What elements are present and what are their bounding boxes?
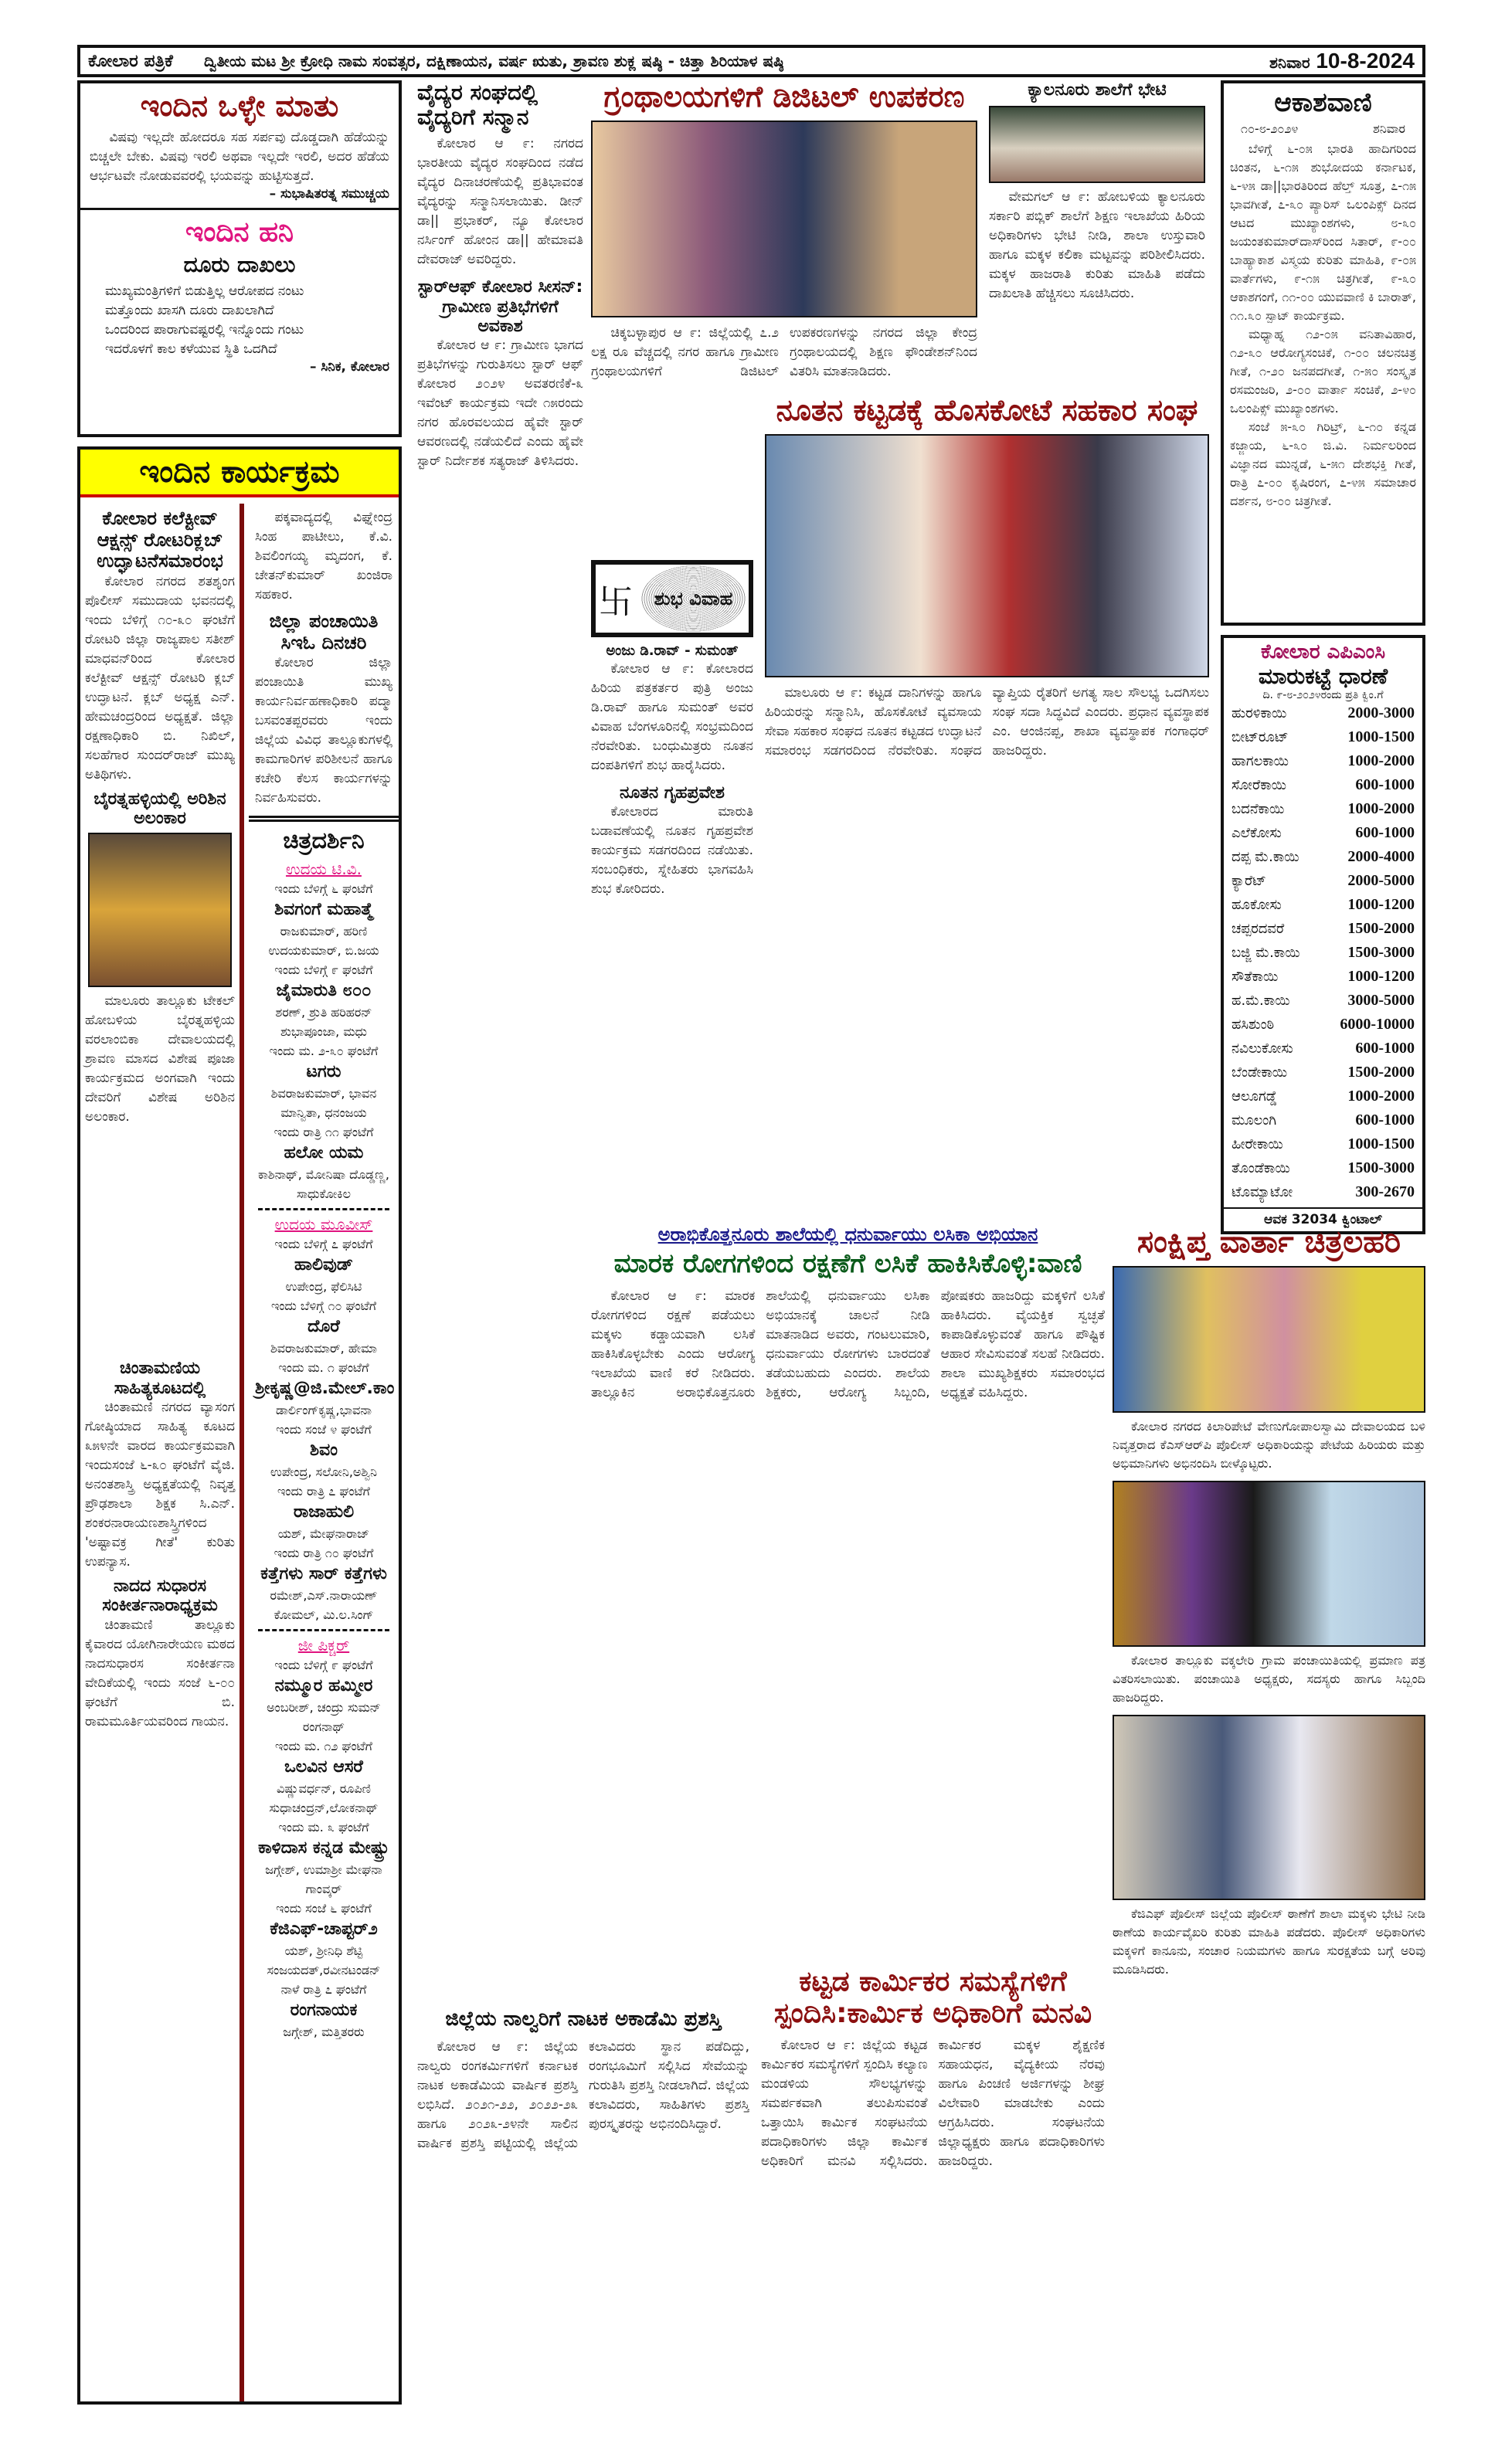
brief-photo-1 (1113, 1266, 1425, 1413)
market-subtitle: ಮಾರುಕಟ್ಟೆ ಧಾರಣೆ (1258, 663, 1388, 689)
photo-news-title: ಸಂಕ್ಷಿಪ್ತ ವಾರ್ತಾ ಚಿತ್ರಲಹರಿ (1136, 1224, 1401, 1260)
hani-line: ಮುಖ್ಯಮಂತ್ರಿಗಳಿಗೆ ಬಿಡುತ್ತಿಲ್ಲ ಆರೋಪದ ನಂಟು (105, 283, 304, 300)
rotary-headline: ಕೋಲಾರ ಕಲೆಕ್ಟೀವ್ ಆಕ್ಷನ್ಸ್ ರೋಟರಿಕ್ಲಬ್ ಉದ್ಘಾಟನೆಸಮಾರಂಭ (97, 507, 223, 572)
library-article (591, 80, 977, 385)
radio-evening: ಸಂಜೆ ೫-೩೦ ಗಿರಿಟ್ರ್, ೬-೧೦ ಕನ್ನಡ ಕಜ್ಜಾಯ, ೬-೩೦ ಜಿ.ವಿ. ನಿರ್ಮಲರಿಂದ ವಿಜ್ಞಾನದ ಮುನ್ನಡೆ, ೬-೫೧ ದೇಶಭಕ್ತಿ ಗೀತೆ, ರಾತ್ರಿ ೭-೦೦ ಕೃಷಿರಂಗ, ೭-೪೫ ಸಮಾಚಾರ ದರ್ಶನ, ೮-೦೦ ಚಿತ್ರಗೀತೆ. (1230, 419, 1416, 509)
market-price-box (1221, 635, 1425, 1234)
nada-text: ಚಿಂತಾಮಣಿ ತಾಲ್ಲೂಕು ಕೈವಾರದ ಯೋಗಿನಾರೇಯಣ ಮಠದ ನಾದಸುಧಾರಸ ಸಂಕೀರ್ತನಾ ವೇದಿಕೆಯಲ್ಲಿ ಇಂದು ಸಂಜೆ ೬-೦೦ ಘಂಟೆಗೆ ಬಿ. ರಾಮಮೂರ್ತಿಯವರಿಂದ ಗಾಯನ. (85, 1617, 235, 1729)
market-price-row (1232, 749, 1415, 773)
price-range: 600-1000 (1355, 1112, 1415, 1129)
film-title: ನಮ್ಮೂರ ಹಮ್ಮೀರ (274, 1675, 373, 1695)
price-range: 1500-2000 (1347, 1064, 1415, 1081)
market-price-row (1232, 1132, 1415, 1156)
tv-show (255, 1817, 392, 1899)
tv-show (255, 1420, 392, 1481)
market-price-row (1232, 1013, 1415, 1037)
price-range: 2000-4000 (1347, 848, 1415, 866)
radio-title: ಆಕಾಶವಾಣಿ (1274, 87, 1372, 118)
market-price-row (1232, 965, 1415, 989)
hani-subtitle: ದೂರು ದಾಖಲು (183, 252, 296, 278)
vegetable-name: ಸೌತೆಕಾಯಿ (1232, 969, 1279, 986)
film-cast: ಕಾಶಿನಾಥ್, ಮೋನಿಷಾ ದೊಡ್ಡಣ್ಣ, ಸಾಧುಕೋಕಿಲ (258, 1166, 389, 1201)
vegetable-name: ಮೂಲಂಗಿ (1232, 1112, 1277, 1129)
tv-channel-name: ಉದಯ ಟಿ.ವಿ. (286, 859, 362, 878)
drama-award-article (417, 2008, 749, 2402)
haldi-headline: ಬೈರತ್ನಹಳ್ಳಿಯಲ್ಲಿ ಅರಿಶಿನ ಅಲಂಕಾರ (93, 789, 226, 829)
photo-news-section (1113, 1224, 1425, 2402)
show-time: ಇಂದು ಬೆಳಿಗ್ಗೆ ೭ ಘಂಟೆಗೆ (274, 1236, 373, 1251)
film-title: ಶಿವಗಂಗೆ ಮಹಾತ್ಮೆ (274, 899, 373, 919)
film-cast: ಜಗ್ಗೇಶ್, ಮತ್ತಿತರರು (283, 2024, 365, 2039)
haldi-text: ಮಾಲೂರು ತಾಲ್ಲೂಕು ಟೇಕಲ್ ಹೋಬಳಿಯ ಬೈರತ್ನಹಳ್ಳಿಯ ವರಲಾಂಬಿಕಾ ದೇವಾಲಯದಲ್ಲಿ ಶ್ರಾವಣ ಮಾಸದ ವಿಶೇಷ ಪೂಜಾ ಕಾರ್ಯಕ್ರಮದ ಅಂಗವಾಗಿ ಇಂದು ದೇವರಿಗೆ ವಿಶೇಷ ಅರಿಶಿನ ಅಲಂಕಾರ. (85, 993, 235, 1125)
vegetable-name: ಕ್ಯಾರೆಟ್ (1232, 873, 1266, 890)
price-range: 3000-5000 (1347, 992, 1415, 1010)
sahitya-text: ಚಿಂತಾಮಣಿ ನಗರದ ವ್ಯಾಸಂಗ ಗೋಷ್ಠಿಯಾದ ಸಾಹಿತ್ಯ ಕೂಟದ ೩೫೪ನೇ ವಾರದ ಕಾರ್ಯಕ್ರಮವಾಗಿ ಇಂದುಸಂಜೆ ೬-೩೦ ಘಂಟೆಗೆ ವೈಜಿ. ಅನಂತಶಾಸ್ತ್ರಿ ಅಧ್ಯಕ್ಷತೆಯಲ್ಲಿ ನಿವೃತ್ತ ಪ್ರೌಢಶಾಲಾ ಶಿಕ್ಷಕ ಸಿ.ಎನ್. ಶಂಕರನಾರಾಯಣಶಾಸ್ತ್ರಿಗಳಿಂದ 'ಅಷ್ಟಾವಕ್ರ ಗೀತೆ' ಕುರಿತು ಉಪನ್ಯಾಸ. (85, 1399, 235, 1570)
market-price-row (1232, 941, 1415, 965)
market-price-row (1232, 917, 1415, 941)
vegetable-name: ತೊಂಡೆಕಾಯಿ (1232, 1160, 1290, 1177)
tv-show (255, 1899, 392, 1980)
quote-box (77, 80, 402, 437)
film-cast: ಡಾರ್ಲಿಂಗ್‌ಕೃಷ್ಣ,ಭಾವನಾ (276, 1402, 372, 1417)
issue-date: ಶನಿವಾರ 10-8-2024 (1269, 49, 1415, 73)
market-price-row (1232, 845, 1415, 869)
film-title: ಶ್ರೀಕೃಷ್ಣ@ಜಿ.ಮೇಲ್.ಕಾಂ (255, 1378, 395, 1398)
market-price-row (1232, 1061, 1415, 1084)
vaccine-text: ಕೋಲಾರ ಆ ೯: ಮಾರಕ ರೋಗಗಳಿಂದ ರಕ್ಷಣೆ ಪಡೆಯಲು ಮಕ್ಕಳು ಕಡ್ಡಾಯವಾಗಿ ಲಸಿಕೆ ಹಾಕಿಸಿಕೊಳ್ಳಬೇಕು ಎಂದು ಆರೋಗ್ಯ ಇಲಾಖೆಯ ವಾಣಿ ಕರೆ ನೀಡಿದರು. ತಾಲ್ಲೂಕಿನ ಅರಾಭಿಕೊತ್ತನೂರು ಶಾಲೆಯಲ್ಲಿ ಧನುರ್ವಾಯು ಲಸಿಕಾ ಅಭಿಯಾನಕ್ಕೆ ಚಾಲನೆ ನೀಡಿ ಮಾತನಾಡಿದ ಅವರು, ಗಂಟಲುಮಾರಿ, ಧನುರ್ವಾಯು ರೋಗಗಳು ಬಾರದಂತೆ ತಡೆಯಬಹುದು ಎಂದರು. ಶಾಲೆಯ ಶಿಕ್ಷಕರು, ಆರೋಗ್ಯ ಸಿಬ್ಬಂದಿ, ಪೋಷಕರು ಹಾಜರಿದ್ದು ಮಕ್ಕಳಿಗೆ ಲಸಿಕೆ ಹಾಕಿಸಿದರು. ವೈಯಕ್ತಿಕ ಸ್ವಚ್ಛತೆ ಕಾಪಾಡಿಕೊಳ್ಳುವಂತೆ ಹಾಗೂ ಪೌಷ್ಟಿಕ ಆಹಾರ ಸೇವಿಸುವಂತೆ ಸಲಹೆ ನೀಡಿದರು. ಶಾಲಾ ಮುಖ್ಯಶಿಕ್ಷಕರು ಸಮಾರಂಭದ ಅಧ್ಯಕ್ಷತೆ ವಹಿಸಿದ್ದರು. (591, 1288, 1105, 1400)
doctors-article (417, 80, 583, 1996)
market-price-row (1232, 989, 1415, 1013)
vegetable-name: ಟೊಮ್ಯಾಟೋ (1232, 1184, 1293, 1201)
tv-listings-title: ಚಿತ್ರದರ್ಶಿನಿ (283, 827, 365, 855)
radio-schedule-box (1221, 80, 1425, 626)
school-visit-article (989, 80, 1205, 385)
film-cast: ಉಪೇಂದ್ರ, ಸಲೋನಿ,ಅಶ್ವಿನಿ (270, 1464, 377, 1479)
doctors-text: ಕೋಲಾರ ಆ ೯: ನಗರದ ಭಾರತೀಯ ವೈದ್ಯರ ಸಂಘದಿಂದ ನಡೆದ ವೈದ್ಯರ ದಿನಾಚರಣೆಯಲ್ಲಿ ಪ್ರತಿಭಾವಂತ ವೈದ್ಯರನ್ನು ಸನ್ಮಾನಿಸಲಾಯಿತು. ಡೀನ್ ಡಾ|| ಪ್ರಭಾಕರ್, ನ್ಯೂ ಕೋಲಾರ ನರ್ಸಿಂಗ್ ಹೋಂನ ಡಾ|| ಹೇಮಾವತಿ ದೇವರಾಜ್ ಅವರಿದ್ದರು. (417, 136, 583, 268)
film-title: ಕತ್ತೆಗಳು ಸಾರ್ ಕತ್ತೆಗಳು (260, 1563, 387, 1583)
vegetable-name: ಆಲೂಗಡ್ಡೆ (1232, 1088, 1277, 1105)
tv-show (255, 1980, 392, 2041)
radio-date: ೧೦-೮-೨೦೨೪ (1241, 121, 1299, 137)
doctors-headline: ವೈದ್ಯರ ಸಂಘದಲ್ಲಿ ವೈದ್ಯರಿಗೆ ಸನ್ಮಾನ (417, 80, 538, 131)
vegetable-name: ಹುರಳಿಕಾಯಿ (1232, 705, 1287, 722)
vegetable-name: ನವಿಲುಕೋಸು (1232, 1040, 1293, 1057)
school-visit-text: ವೇಮಗಲ್ ಆ ೯: ಹೋಬಳಿಯ ಕ್ಯಾಲನೂರು ಸರ್ಕಾರಿ ಪಬ್ಲಿಕ್ ಶಾಲೆಗೆ ಶಿಕ್ಷಣ ಇಲಾಖೆಯ ಹಿರಿಯ ಅಧಿಕಾರಿಗಳು ಭೇಟಿ ನೀಡಿ, ಶಾಲಾ ಉಸ್ತುವಾರಿ ಹಾಗೂ ಮಕ್ಕಳ ಕಲಿಕಾ ಮಟ್ಟವನ್ನು ಪರಿಶೀಲಿಸಿದರು. ಮಕ್ಕಳ ಹಾಜರಾತಿ ಕುರಿತು ಮಾಹಿತಿ ಪಡೆದು ದಾಖಲಾತಿ ಹೆಚ್ಚಿಸಲು ಸೂಚಿಸಿದರು. (989, 189, 1205, 302)
tv-channel-name: ಉದಯ ಮೂವೀಸ್ (274, 1214, 373, 1234)
film-cast: ಜಗ್ಗೇಶ್, ಉಮಾಶ್ರೀ ಮೇಘನಾ ಗಾಂವ್ಕರ್ (265, 1862, 382, 1896)
hani-line: ಇದರೊಳಗೆ ಕಾಲ ಕಳೆಯುವ ಸ್ಥಿತಿ ಒದಗಿದೆ (105, 341, 277, 358)
sahitya-headline: ಚಿಂತಾಮಣಿಯ ಸಾಹಿತ್ಯಕೂಟದಲ್ಲಿ (114, 1359, 206, 1398)
film-cast: ಯಶ್, ಶ್ರೀನಿಧಿ ಶೆಟ್ಟಿ ಸಂಜಯದತ್,ರವೀನಟಂಡನ್ (267, 1943, 381, 1977)
show-time: ನಾಳೆ ರಾತ್ರಿ ೭ ಘಂಟೆಗೆ (280, 1981, 367, 1997)
star-headline: ಸ್ಟಾರ್‌ಆಫ್ ಕೋಲಾರ ಸೀಸನ್: ಗ್ರಾಮೀಣ ಪ್ರತಿಭೆಗಳಿಗೆ ಅವಕಾಶ (417, 277, 583, 336)
brief-photo-3 (1113, 1715, 1425, 1900)
tv-show (255, 1358, 395, 1420)
vegetable-name: ಬಜ್ಜಿ ಮೆ.ಕಾಯಿ (1232, 945, 1300, 962)
film-title: ಕೆಜಿಎಫ್-ಚಾಪ್ಟರ್೨ (270, 1919, 378, 1939)
market-price-row (1232, 701, 1415, 725)
vegetable-name: ಎಲೆಕೋಸು (1232, 825, 1282, 842)
hani-author: – ಸಿನಿಕ, ಕೋಲಾರ (309, 359, 389, 375)
tv-channel-name: ಜೀ ಪಿಕ್ಚರ್ (297, 1635, 350, 1655)
rotary-continued: ಪಕ್ಕವಾದ್ಯದಲ್ಲಿ ವಿಘ್ನೇಂದ್ರ ಸಿಂಹ ಪಾಟೀಲು, ಕೆ.ವಿ. ಶಿವಲಿಂಗಯ್ಯ ಮೃದಂಗ, ಕೆ. ಚೇತನ್‌ಕುಮಾರ್ ಖಂಜಿರಾ ಸಹಕಾರ. (255, 510, 392, 602)
rotary-text: ಕೋಲಾರ ನಗರದ ಶತಶೃಂಗ ಪೊಲೀಸ್ ಸಮುದಾಯ ಭವನದಲ್ಲಿ ಇಂದು ಬೆಳಿಗ್ಗೆ ೧೦-೩೦ ಘಂಟೆಗೆ ರೋಟರಿ ಜಿಲ್ಲಾ ರಾಜ್ಯಪಾಲ ಸತೀಶ್ ಮಾಧವನ್‌ರಿಂದ ಕೋಲಾರ ಕಲೆಕ್ಟೀವ್ ಆಕ್ಷನ್ಸ್ ರೋಟರಿ ಕ್ಲಬ್ ಉದ್ಘಾಟನೆ. ಕ್ಲಬ್ ಅಧ್ಯಕ್ಷ ಎನ್. ಹೇಮಚಂದ್ರರಿಂದ ಅಧ್ಯಕ್ಷತೆ. ಜಿಲ್ಲಾ ರಕ್ಷಣಾಧಿಕಾರಿ ಬಿ. ನಿಖಿಲ್, ಸಲಹೆಗಾರ ಸುಂದರ್‌ರಾಜ್ ಮುಖ್ಯ ಅತಿಥಿಗಳು. (85, 573, 235, 782)
brief-photo-2 (1113, 1481, 1425, 1647)
market-arrival: ಆವಕ 32034 ಕ್ವಿಂಟಾಲ್ (1224, 1207, 1422, 1227)
radio-afternoon: ಮಧ್ಯಾಹ್ನ ೧೨-೦೫ ವನಿತಾವಿಹಾರ, ೧೨-೩೦ ಆರೋಗ್ಯಸಂಚಿಕೆ, ೧-೦೦ ಚಲನಚಿತ್ರ ಗೀತೆ, ೧-೨೦ ಜನಪದಗೀತೆ, ೧-೫೦ ಸಂಸ್ಕೃತ ರಸಮಂಜರಿ, ೨-೦೦ ವಾರ್ತಾ ಸಂಚಿಕೆ, ೨-೪೦ ಒಲಂಪಿಕ್ಸ್ ಮುಖ್ಯಾಂಶಗಳು. (1230, 327, 1416, 416)
drama-headline: ಜಿಲ್ಲೆಯ ನಾಲ್ವರಿಗೆ ನಾಟಕ ಅಕಾಡೆಮಿ ಪ್ರಶಸ್ತಿ (445, 2008, 722, 2031)
price-range: 6000-10000 (1340, 1016, 1415, 1033)
tv-listings (255, 827, 395, 2041)
cooperative-article (765, 394, 1209, 1217)
hani-line: ಮತ್ತೊಂದು ಖಾಸಗಿ ದೂರು ದಾಖಲಾಗಿದೆ (105, 303, 274, 319)
market-price-row (1232, 797, 1415, 821)
deity-photo (88, 833, 232, 987)
film-title: ದೊರೆ (307, 1316, 340, 1336)
price-range: 2000-5000 (1347, 872, 1415, 890)
show-time: ಇಂದು ಬೆಳಿಗ್ಗೆ ೯ ಘಂಟೆಗೆ (274, 1657, 373, 1672)
workers-article (761, 1966, 1105, 2402)
price-range: 600-1000 (1355, 824, 1415, 842)
housewarming-headline: ನೂತನ ಗೃಹಪ್ರವೇಶ (619, 782, 725, 803)
swastika-icon: 卐 (599, 582, 633, 622)
price-range: 1000-1200 (1347, 896, 1415, 914)
film-title: ಕಾಳಿದಾಸ ಕನ್ನಡ ಮೇಷ್ಟ್ರು (257, 1838, 390, 1858)
market-price-row (1232, 1108, 1415, 1132)
price-range: 600-1000 (1355, 1040, 1415, 1057)
wedding-logo (591, 560, 753, 637)
price-range: 1000-2000 (1347, 800, 1415, 818)
show-time: ಇಂದು ಮ. ೧೨ ಘಂಟೆಗೆ (275, 1738, 372, 1753)
show-time: ಇಂದು ರಾತ್ರಿ ೭ ಘಂಟೆಗೆ (277, 1483, 370, 1498)
vegetable-name: ಚಪ್ಪರದವರೆ (1232, 921, 1285, 938)
film-title: ರಾಜಾಹುಲಿ (293, 1502, 355, 1522)
show-time: ಇಂದು ರಾತ್ರಿ ೧೧ ಘಂಟೆಗೆ (273, 1124, 374, 1139)
vegetable-name: ಬದನೆಕಾಯಿ (1232, 801, 1285, 818)
film-cast: ರಾಜಕುಮಾರ್, ಹರಿಣಿ ಉದಯಕುಮಾರ್, ಬಿ.ಜಯ (268, 923, 379, 958)
vegetable-name: ಹ.ಮೆ.ಕಾಯಿ (1232, 993, 1290, 1010)
panchanga: ದ್ವಿತೀಯ ಮಟ ಶ್ರೀ ಕ್ರೋಧಿ ನಾಮ ಸಂವತ್ಸರ, ದಕ್ಷಿಣಾಯನ, ವರ್ಷ ಋತು, ಶ್ರಾವಣ ಶುಕ್ಲ ಷಷ್ಠಿ - ಚಿತ್ತಾ ಶಿರಿಯಾಳ ಷಷ್ಠಿ (203, 52, 784, 70)
brief-caption-1: ಕೋಲಾರ ನಗರದ ಕಿಲಾರಿಪೇಟೆ ವೇಣುಗೋಪಾಲಸ್ವಾಮಿ ದೇವಾಲಯದ ಬಳಿ ನಿವೃತ್ತರಾದ ಕೆಎಸ್‌ಆರ್‌ಪಿ ಪೊಲೀಸ್ ಅಧಿಕಾರಿಯನ್ನು ಪೇಟೆಯ ಹಿರಿಯರು ಮತ್ತು ಅಭಿಮಾನಿಗಳು ಅಭಿನಂದಿಸಿ ಬೀಳ್ಕೊಟ್ಟರು. (1113, 1419, 1425, 1471)
market-price-row (1232, 1084, 1415, 1108)
events-title: ಇಂದಿನ ಕಾರ್ಯಕ್ರಮ (80, 450, 399, 497)
masthead-bar (77, 45, 1425, 77)
film-title: ಜೈಮಾರುತಿ ೮೦೦ (276, 980, 372, 1000)
price-range: 300-2670 (1355, 1183, 1415, 1201)
ceo-headline: ಜಿಲ್ಲಾ ಪಂಚಾಯಿತಿ ಸಿಇಓ ದಿನಚರಿ (269, 610, 379, 653)
ceo-text: ಕೋಲಾರ ಜಿಲ್ಲಾ ಪಂಚಾಯಿತಿ ಮುಖ್ಯ ಕಾರ್ಯನಿರ್ವಹಣಾಧಿಕಾರಿ ಪದ್ಮಾ ಬಸವಂತಪ್ಪರವರು ಇಂದು ಜಿಲ್ಲೆಯ ವಿವಿಧ ತಾಲ್ಲೂಕುಗಳಲ್ಲಿ ಕಾಮಗಾರಿಗಳ ಪರಿಶೀಲನೆ ಹಾಗೂ ಕಚೇರಿ ಕೆಲಸ ಕಾರ್ಯಗಳನ್ನು ನಿರ್ವಹಿಸುವರು. (255, 655, 392, 806)
show-time: ಇಂದು ಸಂಜೆ ೬ ಘಂಟೆಗೆ (276, 1900, 372, 1916)
vegetable-name: ಹಸಿಶುಂಠಿ (1232, 1016, 1275, 1033)
market-date-note: ದಿ. ೯-೮-೨೦೨೪ರಂದು ಪ್ರತಿ ಕ್ವಿಂ.ಗೆ (1262, 689, 1384, 702)
market-title: ಕೋಲಾರ ಎಪಿಎಂಸಿ (1260, 640, 1386, 664)
hani-poem (90, 282, 389, 359)
price-range: 600-1000 (1355, 776, 1415, 794)
events-box (77, 446, 402, 2405)
market-price-row (1232, 869, 1415, 893)
star-text: ಕೋಲಾರ ಆ ೯: ಗ್ರಾಮೀಣ ಭಾಗದ ಪ್ರತಿಭೆಗಳನ್ನು ಗುರುತಿಸಲು ಸ್ಟಾರ್ ಆಫ್ ಕೋಲಾರ ೨೦೨೪ ಅವತರಣಿಕೆ-೩ ಇವೆಂಟ್ ಕಾರ್ಯಕ್ರಮ ಇದೇ ೧೫ರಂದು ನಗರ ಹೊರವಲಯದ ಹೈವೇ ಸ್ಟಾರ್ ಆವರಣದಲ್ಲಿ ನಡೆಯಲಿದೆ ಎಂದು ಹೈವೇ ಸ್ಟಾರ್ ನಿರ್ದೇಶಕ ಸತ್ಯರಾಜ್ ತಿಳಿಸಿದರು. (417, 338, 583, 470)
drama-text: ಕೋಲಾರ ಆ ೯: ಜಿಲ್ಲೆಯ ನಾಲ್ವರು ರಂಗಕರ್ಮಿಗಳಿಗೆ ಕರ್ನಾಟಕ ನಾಟಕ ಅಕಾಡೆಮಿಯ ವಾರ್ಷಿಕ ಪ್ರಶಸ್ತಿ ಲಭಿಸಿದೆ. ೨೦೨೧-೨೨, ೨೦೨೨-೨೩ ಹಾಗೂ ೨೦೨೩-೨೪ನೇ ಸಾಲಿನ ವಾರ್ಷಿಕ ಪ್ರಶಸ್ತಿ ಪಟ್ಟಿಯಲ್ಲಿ ಜಿಲ್ಲೆಯ ಕಲಾವಿದರು ಸ್ಥಾನ ಪಡೆದಿದ್ದು, ರಂಗಭೂಮಿಗೆ ಸಲ್ಲಿಸಿದ ಸೇವೆಯನ್ನು ಗುರುತಿಸಿ ಪ್ರಶಸ್ತಿ ನೀಡಲಾಗಿದೆ. ಜಿಲ್ಲೆಯ ಕಲಾವಿದರು, ಸಾಹಿತಿಗಳು ಪ್ರಶಸ್ತಿ ಪುರಸ್ಕೃತರನ್ನು ಅಭಿನಂದಿಸಿದ್ದಾರೆ. (417, 2038, 749, 2151)
price-range: 1000-2000 (1347, 752, 1415, 770)
radio-morning: ಬೆಳಿಗ್ಗೆ ೬-೦೫ ಭಾರತಿ ಹಾದಿಗರಿಂದ ಚಿಂತನ, ೬-೧೫ ಶುಭೋದಯ ಕರ್ನಾಟಕ, ೬-೪೫ ಡಾ||ಭಾರತಿರಿಂದ ಹೆಲ್ತ್ ಸೂತ್ರ, ೭-೧೫ ಭಾವಗೀತೆ, ೭-೩೦ ಪ್ಯಾರಿಸ್ ಒಲಂಪಿಕ್ಸ್ ದಿನದ ಆಟದ ಮುಖ್ಯಾಂಶಗಳು, ೮-೩೦ ಜಯಂತಕುಮಾರ್‌ದಾಸ್‌ರಿಂದ ಸಿತಾರ್, ೯-೦೦ ಬಾಹ್ಯಾಕಾಶ ವಿಸ್ಮಯ ಕುರಿತು ಮಾಹಿತಿ, ೯-೦೫ ವಾರ್ತೆಗಳು, ೯-೧೫ ಚಿತ್ರಗೀತೆ, ೯-೩೦ ಆಕಾಶಗಂಗೆ, ೧೧-೦೦ ಯುವವಾಣಿ ಕಿ ಬಾರಾತ್, ೧೧.೩೦ ಸ್ಪಾಟ್ ಕಾರ್ಯಕ್ರಮ. (1230, 141, 1416, 324)
film-title: ಟಗರು (306, 1061, 341, 1081)
wedding-names: ಅಂಜು ಡಿ.ರಾವ್ - ಸುಮಂತ್ (606, 643, 739, 659)
events-right-column (249, 504, 399, 2401)
vegetable-name: ದಪ್ಪ ಮೆ.ಕಾಯಿ (1232, 849, 1299, 866)
price-range: 1500-3000 (1347, 944, 1415, 962)
vegetable-name: ಹೀರೇಕಾಯಿ (1232, 1136, 1283, 1153)
vaccine-kicker: ಅರಾಭಿಕೊತ್ತನೂರು ಶಾಲೆಯಲ್ಲಿ ಧನುರ್ವಾಯು ಲಸಿಕಾ ಅಭಿಯಾನ (657, 1224, 1038, 1245)
good-word-source: – ಸುಭಾಷಿತರತ್ನ ಸಮುಚ್ಚಯ (269, 185, 389, 202)
film-cast: ಅಂಬರೀಶ್, ಚಂದ್ರು ಸುಮನ್ ರಂಗನಾಥ್ (267, 1699, 381, 1734)
price-range: 1000-1200 (1347, 968, 1415, 986)
radio-day: ಶನಿವಾರ (1372, 121, 1405, 137)
film-cast: ಉಪೇಂದ್ರ, ಫೆಲಿಸಿಟಿ (285, 1278, 362, 1294)
vaccine-article (591, 1224, 1105, 1989)
school-visit-headline: ಕ್ಯಾಲನೂರು ಶಾಲೆಗೆ ಭೇಟಿ (1028, 80, 1167, 100)
brief-caption-2: ಕೋಲಾರ ತಾಲ್ಲೂಕು ವಕ್ಕಲೇರಿ ಗ್ರಾಮ ಪಂಚಾಯಿತಿಯಲ್ಲಿ ಪ್ರಮಾಣ ಪತ್ರ ವಿತರಿಸಲಾಯಿತು. ಪಂಚಾಯಿತಿ ಅಧ್ಯಕ್ಷರು, ಸದಸ್ಯರು ಹಾಗೂ ಸಿಬ್ಬಂದಿ ಹಾಜರಿದ್ದರು. (1113, 1653, 1425, 1705)
film-title: ಶಿವಂ (310, 1440, 338, 1460)
film-cast: ಯಶ್, ಮೇಘನಾರಾಜ್ (277, 1526, 370, 1541)
paper-name: ಕೋಲಾರ ಪತ್ರಿಕೆ (88, 51, 173, 71)
film-title: ರಂಗನಾಯಕ (290, 2000, 358, 2020)
vegetable-name: ಬೀಟ್‌ರೂಟ್ (1232, 729, 1289, 746)
hani-title: ಇಂದಿನ ಹನಿ (185, 216, 294, 248)
price-range: 1000-2000 (1347, 1088, 1415, 1105)
cooperative-headline: ನೂತನ ಕಟ್ಟಡಕ್ಕೆ ಹೊಸಕೋಟೆ ಸಹಕಾರ ಸಂಘ (776, 394, 1198, 427)
tv-show (255, 1736, 392, 1817)
vegetable-name: ಬೆಂಡೇಕಾಯಿ (1232, 1064, 1288, 1081)
tv-show (255, 879, 392, 960)
tv-show (255, 1041, 392, 1122)
film-title: ಹಲೋ ಯಮ (284, 1142, 364, 1162)
price-range: 1500-2000 (1347, 920, 1415, 938)
vaccine-headline: ಮಾರಕ ರೋಗಗಳಿಂದ ರಕ್ಷಣೆಗೆ ಲಸಿಕೆ ಹಾಕಿಸಿಕೊಳ್ಳಿ:ವಾಣಿ (613, 1247, 1082, 1279)
show-time: ಇಂದು ಬೆಳಿಗ್ಗೆ ೬ ಘಂಟೆಗೆ (274, 881, 373, 896)
library-text: ಚಿಕ್ಕಬಳ್ಳಾಪುರ ಆ ೯: ಜಿಲ್ಲೆಯಲ್ಲಿ ೭.೨ ಲಕ್ಷ ರೂ ವೆಚ್ಚದಲ್ಲಿ ನಗರ ಹಾಗೂ ಗ್ರಾಮೀಣ ಗ್ರಂಥಾಲಯಗಳಿಗೆ ಡಿಜಿಟಲ್ ಉಪಕರಣಗಳನ್ನು ನಗರದ ಜಿಲ್ಲಾ ಕೇಂದ್ರ ಗ್ರಂಥಾಲಯದಲ್ಲಿ ಶಿಕ್ಷಣ ಫೌಂಡೇಶನ್‌ನಿಂದ ವಿತರಿಸಿ ಮಾತನಾಡಿದರು. (591, 324, 977, 379)
market-price-row (1232, 725, 1415, 749)
cooperative-text: ಮಾಲೂರು ಆ ೯: ಕಟ್ಟಡ ದಾನಿಗಳನ್ನು ಹಾಗೂ ಹಿರಿಯರನ್ನು ಸನ್ಮಾನಿಸಿ, ಹೊಸಕೋಟೆ ವ್ಯವಸಾಯ ಸೇವಾ ಸಹಕಾರ ಸಂಘದ ನೂತನ ಕಟ್ಟಡದ ಉದ್ಘಾಟನೆ ಸಮಾರಂಭ ಸಡಗರದಿಂದ ನೆರವೇರಿತು. ಸಂಘದ ವ್ಯಾಪ್ತಿಯ ರೈತರಿಗೆ ಅಗತ್ಯ ಸಾಲ ಸೌಲಭ್ಯ ಒದಗಿಸಲು ಸಂಘ ಸದಾ ಸಿದ್ಧವಿದೆ ಎಂದರು. ಪ್ರಧಾನ ವ್ಯವಸ್ಥಾಪಕ ಎಂ. ಆಂಜಿನಪ್ಪ, ಶಾಖಾ ವ್ಯವಸ್ಥಾಪಕ ಗಂಗಾಧರ್ ಹಾಜರಿದ್ದರು. (765, 684, 1209, 759)
tv-show (255, 1481, 392, 1543)
good-word-text: ವಿಷವು ಇಲ್ಲದೇ ಹೋದರೂ ಸಹ ಸರ್ಪವು ದೊಡ್ಡದಾಗಿ ಹೆಡೆಯನ್ನು ಬಿಚ್ಚಲೇ ಬೇಕು. ವಿಷವು ಇರಲಿ ಅಥವಾ ಇಲ್ಲದೇ ಇರಲಿ, ಅದರ ಹೆಡೆಯ ಆರ್ಭಟವೇ ನೋಡುವವರಲ್ಲಿ ಭಯವನ್ನು ಹುಟ್ಟಿಸುತ್ತದೆ. (90, 129, 389, 184)
tv-show (255, 1234, 392, 1296)
market-price-row (1232, 893, 1415, 917)
market-price-row (1232, 1180, 1415, 1204)
market-price-row (1232, 773, 1415, 797)
tv-show (255, 1543, 392, 1624)
wedding-text: ಕೋಲಾರ ಆ ೯: ಕೋಲಾರದ ಹಿರಿಯ ಪತ್ರಕರ್ತರ ಪುತ್ರಿ ಅಂಜು ಡಿ.ರಾವ್ ಹಾಗೂ ಸುಮಂತ್ ಅವರ ವಿವಾಹ ಬೆಂಗಳೂರಿನಲ್ಲಿ ಸಂಭ್ರಮದಿಂದ ನೆರವೇರಿತು. ಬಂಧುಮಿತ್ರರು ನೂತನ ದಂಪತಿಗಳಿಗೆ ಶುಭ ಹಾರೈಸಿದರು. (591, 660, 753, 773)
film-cast: ಶಿವರಾಜಕುಮಾರ್, ಹೇಮಾ (270, 1340, 378, 1356)
market-price-row (1232, 1037, 1415, 1061)
show-time: ಇಂದು ಮ. ೨-೩೦ ಘಂಟೆಗೆ (269, 1043, 379, 1058)
vegetable-name: ಹಾಗಲಕಾಯಿ (1232, 753, 1289, 770)
film-cast: ಶಿವರಾಜಕುಮಾರ್, ಭಾವನ ಮಾನ್ವಿತಾ, ಧನಂಜಯ (270, 1085, 377, 1120)
wedding-logo-text: ಶುಭ ವಿವಾಹ (641, 565, 746, 632)
film-cast: ವಿಷ್ಣುವರ್ಧನ್, ರೂಪಿಣಿ ಸುಧಾಚಂದ್ರನ್,ಲೋಕನಾಥ್ (269, 1780, 379, 1815)
vegetable-name: ಸೋರೆಕಾಯಿ (1232, 777, 1286, 794)
tv-show (255, 1122, 392, 1203)
show-time: ಇಂದು ಬೆಳಿಗ್ಗೆ ೧೦ ಘಂಟೆಗೆ (270, 1298, 377, 1313)
nada-headline: ನಾದದ ಸುಧಾರಸ ಸಂಕೀರ್ತನಾರಾಧ್ಯಕ್ರಮ (102, 1576, 218, 1616)
library-photo (591, 120, 977, 317)
market-price-row (1232, 821, 1415, 845)
price-range: 1000-1500 (1347, 1135, 1415, 1153)
show-time: ಇಂದು ರಾತ್ರಿ ೧೦ ಘಂಟೆಗೆ (273, 1545, 374, 1560)
film-cast: ಶರಣ್, ಶ್ರುತಿ ಹರಿಹರನ್ ಶುಭಾಪೂಂಜಾ, ಮಧು (275, 1004, 372, 1039)
market-price-table (1232, 701, 1415, 1204)
events-left-column (80, 504, 244, 2401)
show-time: ಇಂದು ಮ. ೧ ಘಂಟೆಗೆ (278, 1359, 369, 1375)
show-time: ಇಂದು ಮ. ೩ ಘಂಟೆಗೆ (278, 1819, 369, 1834)
tv-show (255, 960, 392, 1041)
workers-text: ಕೋಲಾರ ಆ ೯: ಜಿಲ್ಲೆಯ ಕಟ್ಟಡ ಕಾರ್ಮಿಕರ ಸಮಸ್ಯೆಗಳಿಗೆ ಸ್ಪಂದಿಸಿ ಕಲ್ಯಾಣ ಮಂಡಳಿಯ ಸೌಲಭ್ಯಗಳನ್ನು ಸಮರ್ಪಕವಾಗಿ ತಲುಪಿಸುವಂತೆ ಒತ್ತಾಯಿಸಿ ಕಾರ್ಮಿಕ ಸಂಘಟನೆಯ ಪದಾಧಿಕಾರಿಗಳು ಜಿಲ್ಲಾ ಕಾರ್ಮಿಕ ಅಧಿಕಾರಿಗೆ ಮನವಿ ಸಲ್ಲಿಸಿದರು. ಕಾರ್ಮಿಕರ ಮಕ್ಕಳ ಶೈಕ್ಷಣಿಕ ಸಹಾಯಧನ, ವೈದ್ಯಕೀಯ ನೆರವು ಹಾಗೂ ಪಿಂಚಣಿ ಅರ್ಜಿಗಳನ್ನು ಶೀಘ್ರ ವಿಲೇವಾರಿ ಮಾಡಬೇಕು ಎಂದು ಆಗ್ರಹಿಸಿದರು. ಸಂಘಟನೆಯ ಜಿಲ್ಲಾಧ್ಯಕ್ಷರು ಹಾಗೂ ಪದಾಧಿಕಾರಿಗಳು ಹಾಜರಿದ್ದರು. (761, 2037, 1105, 2169)
tv-show (255, 1655, 392, 1736)
good-word-title: ಇಂದಿನ ಒಳ್ಳೇ ಮಾತು (140, 89, 339, 123)
workers-headline: ಕಟ್ಟಡ ಕಾರ್ಮಿಕರ ಸಮಸ್ಯೆಗಳಿಗೆ ಸ್ಪಂದಿಸಿ:ಕಾರ್ಮಿಕ ಅಧಿಕಾರಿಗೆ ಮನವಿ (773, 1966, 1092, 2030)
show-time: ಇಂದು ಬೆಳಿಗ್ಗೆ ೯ ಘಂಟೆಗೆ (274, 962, 373, 977)
price-range: 1000-1500 (1347, 728, 1415, 746)
library-headline: ಗ್ರಂಥಾಲಯಗಳಿಗೆ ಡಿಜಿಟಲ್ ಉಪಕರಣ (603, 80, 965, 114)
price-range: 2000-3000 (1347, 704, 1415, 722)
film-title: ಒಲವಿನ ಆಸರೆ (284, 1756, 363, 1777)
film-cast: ರಮೇಶ್,ಎಸ್.ನಾರಾಯಣ್ ಕೋಮಲ್, ಮಿ.ಲ.ಸಿಂಗ್ (270, 1587, 378, 1622)
school-visit-photo (989, 106, 1205, 183)
tv-show (255, 1296, 392, 1358)
brief-caption-3: ಕೆಜಿಎಫ್ ಪೊಲೀಸ್ ಜಿಲ್ಲೆಯ ಪೊಲೀಸ್ ಠಾಣೆಗೆ ಶಾಲಾ ಮಕ್ಕಳು ಭೇಟಿ ನೀಡಿ ಠಾಣೆಯ ಕಾರ್ಯವೈಖರಿ ಕುರಿತು ಮಾಹಿತಿ ಪಡೆದರು. ಪೊಲೀಸ್ ಅಧಿಕಾರಿಗಳು ಮಕ್ಕಳಿಗೆ ಕಾನೂನು, ಸಂಚಾರ ನಿಯಮಗಳು ಹಾಗೂ ಸುರಕ್ಷತೆಯ ಬಗ್ಗೆ ಅರಿವು ಮೂಡಿಸಿದರು. (1113, 1906, 1425, 1977)
show-time: ಇಂದು ಸಂಜೆ ೪ ಘಂಟೆಗೆ (276, 1421, 372, 1437)
housewarming-text: ಕೋಲಾರದ ಮಾರುತಿ ಬಡಾವಣೆಯಲ್ಲಿ ನೂತನ ಗೃಹಪ್ರವೇಶ ಕಾರ್ಯಕ್ರಮ ಸಡಗರದಿಂದ ನಡೆಯಿತು. ಸಂಬಂಧಿಕರು, ಸ್ನೇಹಿತರು ಭಾಗವಹಿಸಿ ಶುಭ ಕೋರಿದರು. (591, 803, 753, 897)
wedding-article (591, 398, 753, 1213)
price-range: 1500-3000 (1347, 1159, 1415, 1177)
cooperative-photo (765, 434, 1209, 677)
market-price-row (1232, 1156, 1415, 1180)
hani-line: ಒಂದರಿಂದ ಪಾರಾಗುವಷ್ಟರಲ್ಲಿ ಇನ್ನೊಂದು ಗಂಟು (105, 322, 304, 338)
film-title: ಹಾಲಿವುಡ್ (294, 1254, 354, 1274)
vegetable-name: ಹೂಕೋಸು (1232, 897, 1282, 914)
